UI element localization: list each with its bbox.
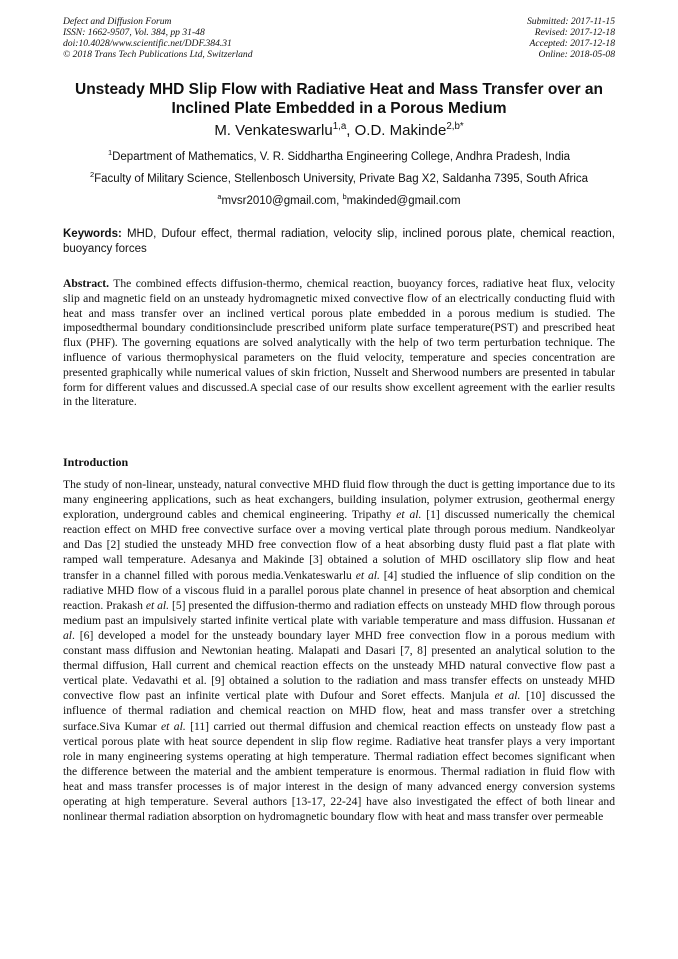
introduction-body — [63, 477, 615, 824]
abstract-label: Abstract. — [63, 277, 110, 290]
email-b-mark: b — [342, 192, 347, 202]
journal-header-right — [527, 16, 615, 60]
intro-etal-1: et al. — [396, 508, 422, 522]
intro-text-5: . [6] developed a model for the unsteady boundary layer MHD free convection flow in a porous medium with constant mass diffusion and Newtonian heating. Malapati and Dasari [7, 8] presented an analytical solution to the thermal diffusion, Hall current and chemical reaction effects on the unsteady MHD natural convective flow past a vertical plate. Vedavathi et al. [9] obtained a solution to the radiation and mass transfer effects on unsteady MHD convective flow past an infinite vertical plate with Dufour and Soret effects. Manjula — [63, 628, 615, 703]
keywords-block — [63, 227, 615, 256]
email-a-mark: a — [217, 192, 222, 202]
online-date: Online: 2018-05-08 — [538, 49, 615, 60]
intro-text-4: [5] presented the diffusion-thermo and radiation effects on unsteady MHD flow through porous medium past an impulsively started infinite vertical plate with variable temperature and mass diffusion. Hussanan — [63, 598, 615, 627]
author-2: O.D. Makinde — [354, 122, 447, 139]
email-b: makinded@gmail.com — [346, 195, 461, 207]
introduction-heading: Introduction — [63, 455, 129, 469]
affiliation-1-text: Department of Mathematics, V. R. Siddhartha Engineering College, Andhra Pradesh, India — [112, 151, 571, 163]
paper-title — [40, 80, 638, 118]
intro-text-6: [10] discussed the influence of thermal radiation and chemical reaction on MHD flow, heat and mass transfer over a stretching surface.Siva Kumar — [63, 689, 615, 733]
author-1: M. Venkateswarlu — [214, 122, 333, 139]
intro-text-1: The study of non-linear, unsteady, natural convective MHD fluid flow through the duct is getting importance due to its many engineering applications, such as heat exchangers, building insulation, polymer extrusion, geothermal energy exploration, underground cables and chemical engineering. Tripathy — [63, 478, 615, 522]
abstract-text: The combined effects diffusion-thermo, chemical reaction, buoyancy forces, radiative heat flux, velocity slip and magnetic field on an unsteady hydromagnetic mixed convective flow of an electrically conducting fluid with heat and mass transfer over an inclined vertical porous plate embedded in a porous medium is studied. The imposedthermal boundary conditionsinclude prescribed uniform plate surface temperature(PST) and prescribed heat flux (PHF). The governing equations are solved analytically with the help of two term perturbation technique. The influence of various thermophysical parameters on the fluid velocity, temperature and species concentration are presented graphically while numerical values of skin friction, Nusselt and Sherwood numbers are presented in tabular form for different values and discussed.A special case of our results show excellent agreement with the earlier results in the literature. — [63, 277, 615, 409]
intro-etal-3: et al. — [145, 598, 170, 612]
affiliation-1 — [40, 150, 638, 164]
journal-name: Defect and Diffusion Forum — [63, 16, 172, 27]
author-2-marks: 2,b* — [446, 121, 464, 132]
revised-date: Revised: 2017-12-18 — [534, 27, 615, 38]
keywords-text: MHD, Dufour effect, thermal radiation, velocity slip, inclined porous plate, chemical reaction, buoyancy forces — [63, 228, 615, 255]
journal-header-left — [63, 16, 253, 60]
journal-doi: doi:10.4028/www.scientific.net/DDF.384.31 — [63, 38, 232, 49]
intro-etal-6: et al. — [161, 719, 186, 733]
submitted-date: Submitted: 2017-11-15 — [526, 16, 615, 27]
email-a: mvsr2010@gmail.com, — [221, 195, 343, 207]
title-line-1: Unsteady MHD Slip Flow with Radiative Heat and Mass Transfer over an — [75, 81, 603, 98]
abstract-block — [63, 277, 615, 410]
author-emails — [40, 194, 638, 208]
intro-text-7: [11] carried out thermal diffusion and chemical reaction effects on unsteady flow past a vertical porous plate with heat source dependent in slip flow regime. Radiative heat transfer plays a very important role in many engineering systems operating at high temperature. Thermal radiation effect becomes significant when the difference between the material and the ambient temperature is enormous. Thermal radiation in fluid flow with heat and mass transfer processes is of major interest in the design of many advanced energy conversion systems operating at high temperature. Several authors [13-17, 22-24] have also investigated the effect of both linear and nonlinear thermal radiation absorption on hydromagnetic boundary flow with heat and mass transfer over permeable — [63, 719, 615, 824]
journal-issn: ISSN: 1662-9507, Vol. 384, pp 31-48 — [63, 27, 205, 38]
intro-text-2: [1] discussed numerically the chemical reaction effect on MHD free convective surface over a moving vertical plate through porous medium. Nandkeolyar and Das [2] studied the unsteady MHD free convection flow of a heat absorbing dusty fluid past a flat plate with ramped wall temperature. Adesanya and Makinde [3] obtained a solution of MHD oscillatory slip flow and heat transfer in a channel filled with porous media.Venkateswarlu — [63, 508, 616, 582]
author-list — [40, 122, 638, 140]
affiliation-2-text: Faculty of Military Science, Stellenbosch University, Private Bag X2, Saldanha 7395, South Africa — [94, 173, 589, 185]
intro-etal-4: et al — [63, 613, 615, 642]
affiliation-2-mark: 2 — [89, 170, 95, 180]
accepted-date: Accepted: 2017-12-18 — [529, 38, 615, 49]
title-line-2: Inclined Plate Embedded in a Porous Medium — [171, 100, 507, 117]
author-1-marks: 1,a — [332, 121, 347, 132]
affiliation-1-mark: 1 — [107, 148, 113, 158]
intro-etal-2: et al. — [355, 568, 380, 582]
intro-text-3: [4] studied the influence of slip condition on the radiative MHD flow of a viscous fluid in a parallel porous plate channel in presence of heat absorption and chemical reaction. Prakash — [63, 568, 615, 612]
journal-copyright: © 2018 Trans Tech Publications Ltd, Switzerland — [63, 49, 253, 60]
intro-etal-5: et al. — [494, 689, 521, 703]
author-separator: , — [346, 122, 355, 139]
affiliation-2 — [40, 172, 638, 186]
keywords-label: Keywords: — [63, 228, 122, 240]
